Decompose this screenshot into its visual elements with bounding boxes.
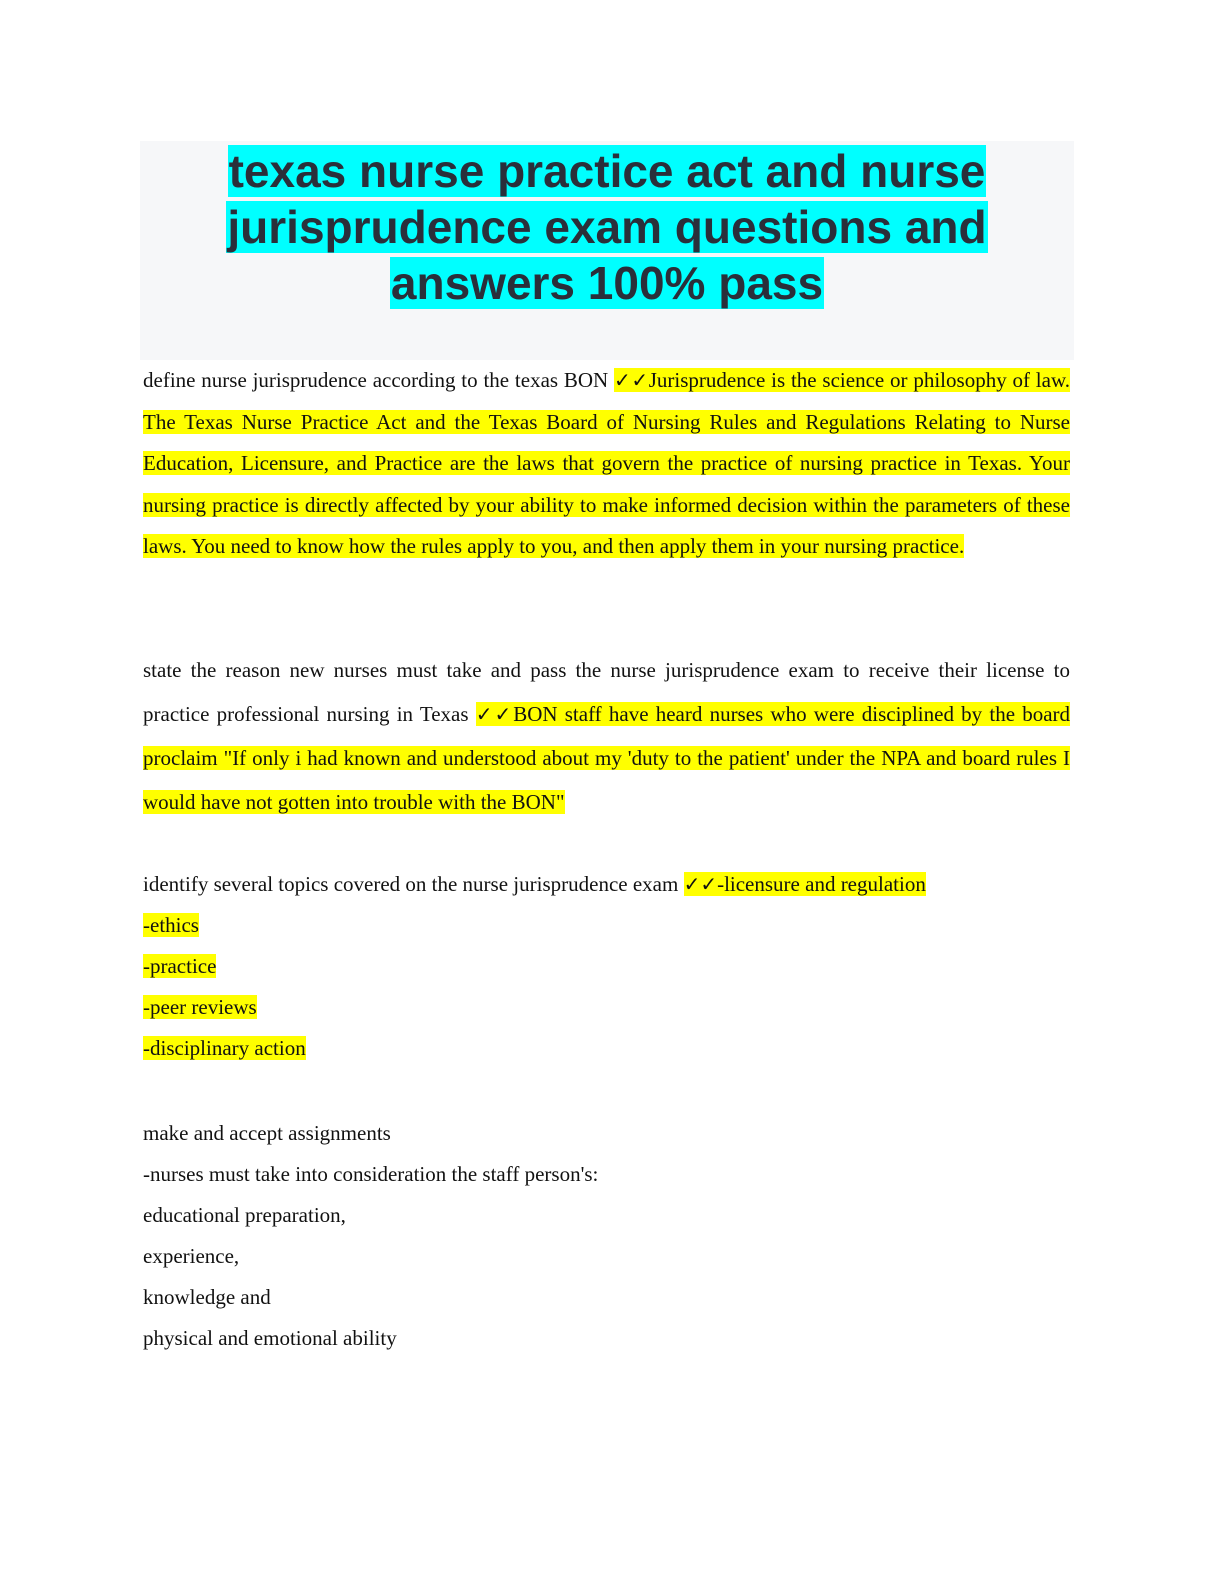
text-line: -nurses must take into consideration the staff person's:: [143, 1162, 599, 1186]
answer-text: Jurisprudence is the science or philosophy of law. The Texas Nurse Practice Act and the Texas Board of Nursing Rules and Regulations Relating to Nurse Education, Licensure, and Practice are the laws that govern the practice of nursing practice in Texas. Your nursing practice is directly affected by your ability to make informed decision within the parameters of these laws. You need to know how the rules apply to you, and then apply them in your nursing practice.: [143, 368, 1071, 558]
title-line-1: texas nurse practice act and nurse: [228, 145, 986, 197]
list-item: -peer reviews: [143, 995, 257, 1019]
answer-highlight: [684, 872, 926, 896]
title-line-3: answers 100% pass: [390, 257, 824, 309]
list-item: -ethics: [143, 913, 199, 937]
list-item: -practice: [143, 954, 217, 978]
page-title: [140, 141, 1074, 311]
qa-item-3: [143, 864, 1070, 1069]
qa-item-1: [143, 360, 1070, 568]
qa-item-2: [143, 648, 1070, 824]
question-text: state the reason new nurses must take and pass the nurse jurisprudence exam to receive their license to practice professional nursing in Texas: [143, 658, 1070, 726]
checkmark-icon: ✓✓: [614, 368, 649, 392]
text-line: physical and emotional ability: [143, 1326, 397, 1350]
question-line: [143, 864, 1070, 905]
text-line: make and accept assignments: [143, 1121, 391, 1145]
text-line: knowledge and: [143, 1285, 271, 1309]
text-line: educational preparation,: [143, 1203, 346, 1227]
question-text: define nurse jurisprudence according to the texas BON: [143, 368, 609, 392]
checkmark-icon: ✓✓: [683, 872, 718, 896]
title-line-2: jurisprudence exam questions and: [227, 201, 987, 253]
qa-item-4: [143, 1113, 1070, 1359]
title-panel: [140, 141, 1074, 360]
answer-text: BON staff have heard nurses who were disciplined by the board proclaim "If only i had known and understood about my 'duty to the patient' under the NPA and board rules I would have not gotten into trouble with the BON": [143, 702, 1071, 814]
checkmark-icon: ✓✓: [475, 702, 514, 726]
answer-first-item: -licensure and regulation: [717, 872, 926, 896]
answer-highlight: [143, 368, 1070, 558]
question-text: identify several topics covered on the nurse jurisprudence exam: [143, 872, 679, 896]
text-line: experience,: [143, 1244, 240, 1268]
list-item: -disciplinary action: [143, 1036, 306, 1060]
